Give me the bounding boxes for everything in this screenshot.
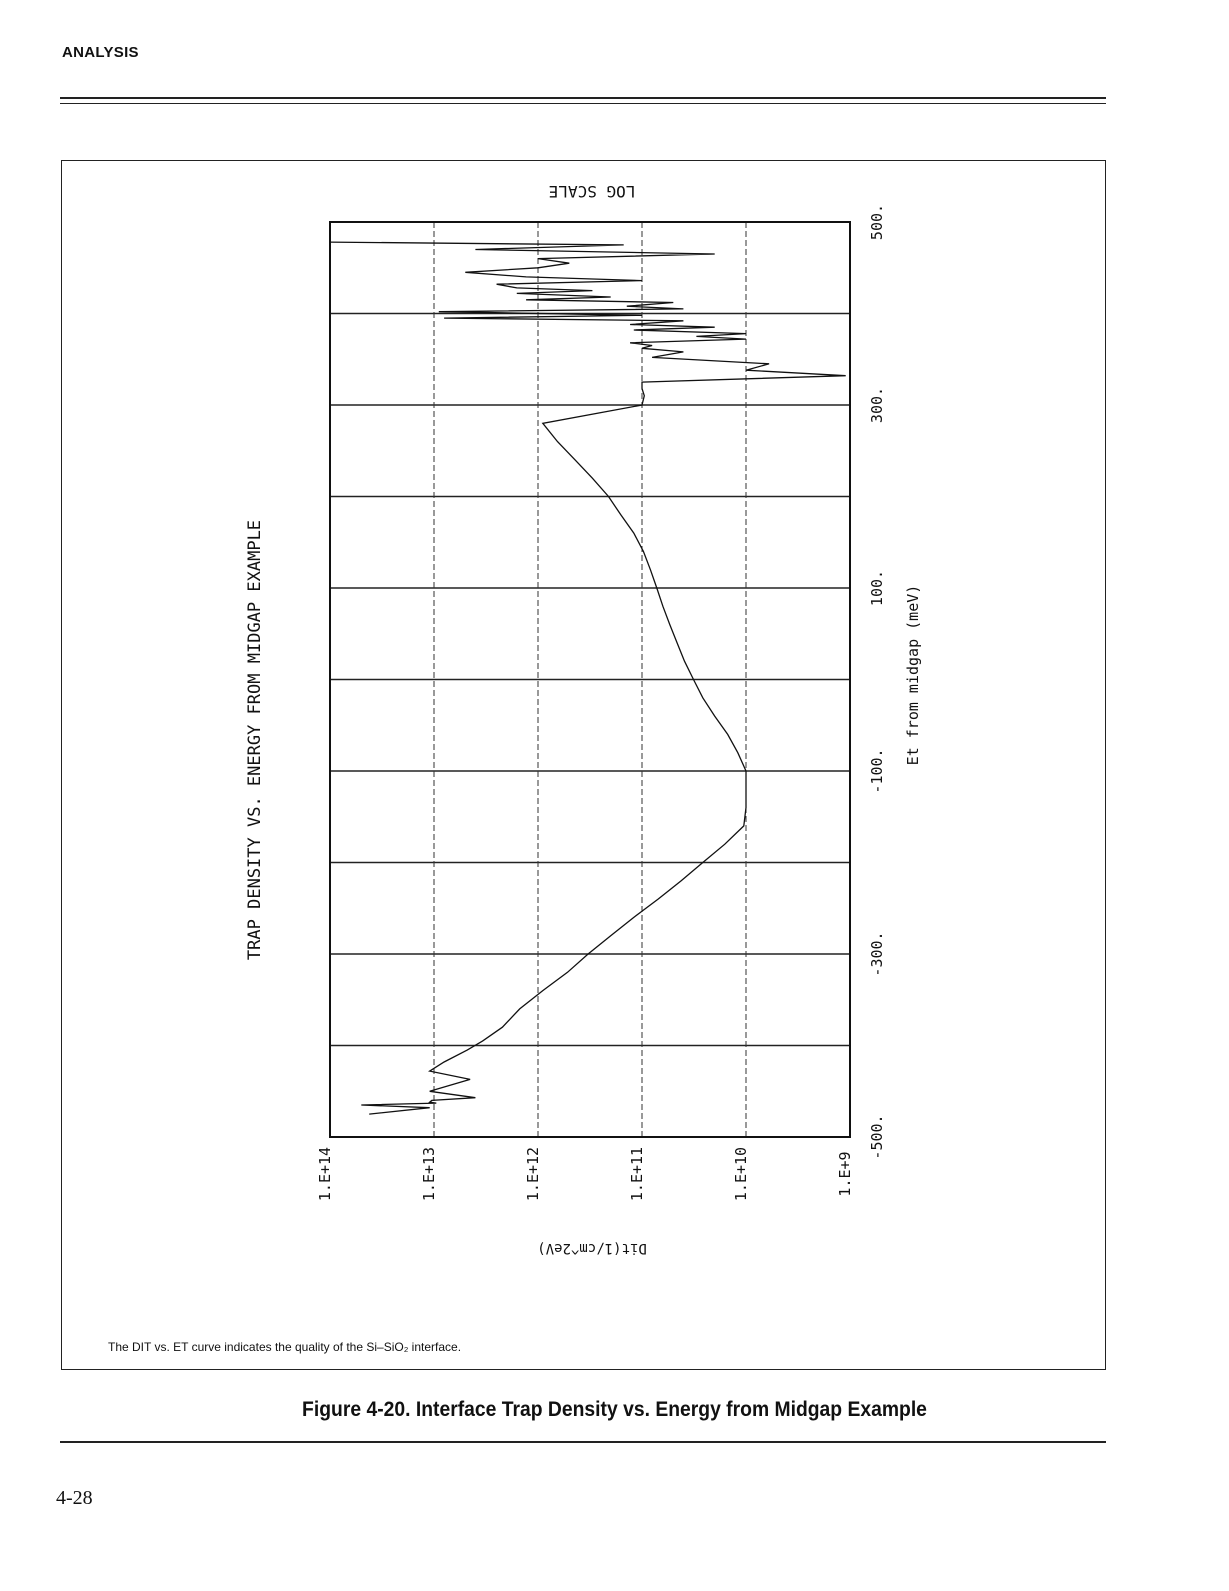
dit-tick-label: 1.E+11 xyxy=(628,1146,646,1202)
energy-tick-label: -500. xyxy=(868,1114,886,1160)
x-axis-label: Et from midgap (meV) xyxy=(904,584,922,766)
dit-tick-labels xyxy=(316,1147,854,1201)
section-header: ANALYSIS xyxy=(62,44,139,61)
dit-tick-label: 1.E+14 xyxy=(316,1146,334,1202)
dit-tick-label: 1.E+12 xyxy=(524,1146,542,1202)
grid xyxy=(330,222,850,1137)
dit-tick-label: 1.E+13 xyxy=(420,1146,438,1202)
energy-tick-label: -300. xyxy=(868,931,886,977)
energy-tick-labels xyxy=(868,204,886,1160)
scale-note: LOG SCALE xyxy=(548,182,636,201)
energy-tick-label: 100. xyxy=(868,569,886,607)
page-number: 4-28 xyxy=(56,1487,93,1509)
dit-tick-label: 1.E+9 xyxy=(836,1151,854,1197)
energy-tick-label: 300. xyxy=(868,386,886,424)
dit-tick-label: 1.E+10 xyxy=(732,1146,750,1202)
figure-title: Figure 4-20. Interface Trap Density vs. Energy from Midgap Example xyxy=(302,1398,927,1421)
series-line-dit xyxy=(330,242,846,1114)
chart-title: TRAP DENSITY VS. ENERGY FROM MIDGAP EXAMPLE xyxy=(245,519,265,961)
figure-caption: The DIT vs. ET curve indicates the quality of the Si–SiO₂ interface. xyxy=(108,1340,462,1354)
energy-tick-label: 500. xyxy=(868,203,886,241)
energy-tick-label: -100. xyxy=(868,748,886,794)
footer-rule xyxy=(60,1441,1106,1443)
y-axis-label: Dit(1/cm^2eV) xyxy=(537,1240,647,1256)
